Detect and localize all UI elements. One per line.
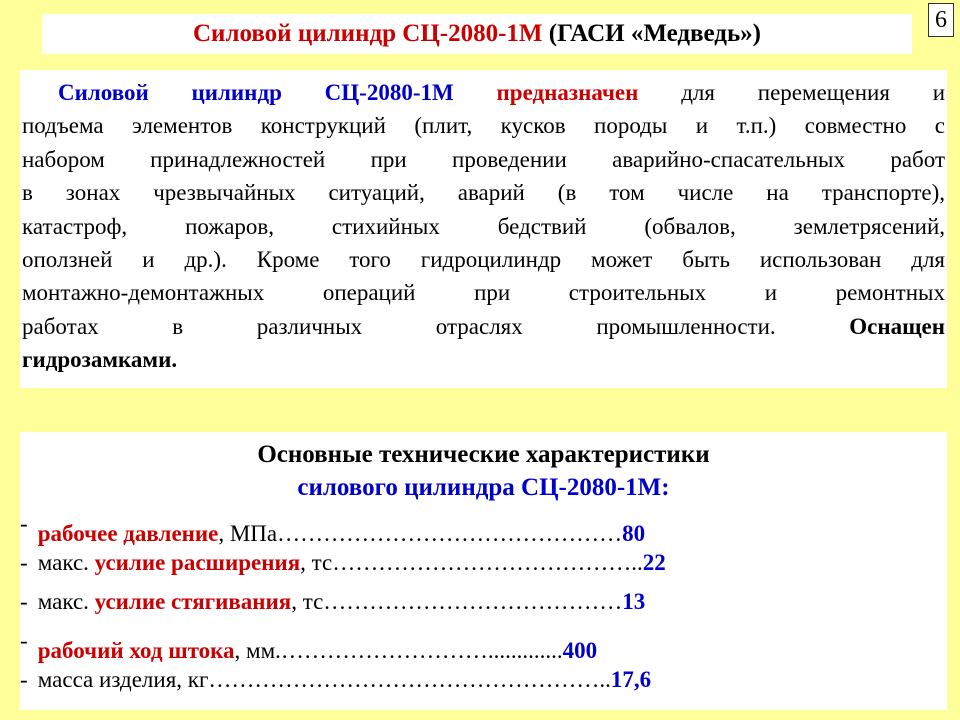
description-line [22, 310, 945, 343]
spec-leader: , тс………………………………… [291, 589, 623, 614]
spec-row-stroke [20, 621, 947, 663]
spec-prefix: макс. [37, 550, 89, 575]
spec-label: рабочий ход штока [37, 638, 235, 663]
description-text: работах в различных отраслях промышленности. [22, 313, 776, 339]
spec-dash: - [20, 589, 28, 614]
spec-label: усилие стягивания [94, 589, 292, 614]
spec-row-extension-force [20, 543, 947, 582]
spec-value: 400 [562, 638, 598, 663]
spec-label: усилие расширения [94, 550, 301, 575]
description-text: для перемещения и [681, 80, 946, 105]
description-keyword: предназначен [496, 80, 639, 105]
title-subtitle: (ГАСИ «Медведь») [548, 20, 761, 47]
description-line: монтажно-демонтажных операций при строительных и ремонтных [22, 280, 945, 306]
spec-value: 22 [642, 550, 666, 575]
spec-row-retraction-force [20, 582, 947, 621]
description-line: подъема элементов конструкций (плит, кусков породы и т.п.) совместно с [22, 113, 945, 139]
description-box [20, 70, 947, 388]
spec-dash: - [20, 550, 28, 575]
spec-label: рабочее давление [37, 521, 219, 546]
specs-heading-line2: силового цилиндра СЦ-2080-1М: [297, 474, 670, 501]
spec-value: 80 [622, 521, 646, 546]
title-main: Силовой цилиндр СЦ-2080-1М [192, 20, 543, 47]
description-bold-text: гидрозамками. [22, 347, 178, 373]
spec-value: 13 [622, 589, 646, 614]
description-line: оползней и др.). Кроме того гидроцилиндр может быть использован для [22, 247, 945, 273]
description-line: в зонах чрезвычайных ситуаций, аварий (в том числе на транспорте), [22, 180, 945, 206]
spec-dash: - [20, 628, 28, 653]
spec-dash: - [20, 511, 28, 536]
spec-row-mass [20, 660, 947, 699]
description-product: Силовой цилиндр СЦ-2080-1М [58, 80, 454, 105]
spec-value: 17,6 [610, 667, 652, 692]
spec-leader: …………………………………………….. [208, 667, 611, 692]
spec-leader: , МПа……………………………………… [218, 521, 623, 546]
specs-heading-line1: Основные технические характеристики [257, 441, 710, 468]
slide-title [42, 14, 912, 54]
spec-dash: - [20, 667, 28, 692]
spec-leader: , мм.………………………............. [234, 638, 563, 663]
specs-box [20, 432, 947, 710]
spec-leader: , тс………………………………….. [300, 550, 643, 575]
specs-heading [20, 438, 947, 504]
page-number: 6 [928, 3, 954, 37]
spec-prefix: масса изделия, кг [37, 667, 209, 692]
description-bold-text: Оснащен [849, 313, 946, 339]
description-line [22, 76, 945, 109]
spec-prefix: макс. [37, 589, 89, 614]
description-line: набором принадлежностей при проведении аварийно-спасательных работ [22, 146, 945, 172]
description-line [22, 343, 945, 376]
description-line: катастроф, пожаров, стихийных бедствий (обвалов, землетрясений, [22, 213, 945, 239]
spec-row-pressure [20, 504, 947, 546]
